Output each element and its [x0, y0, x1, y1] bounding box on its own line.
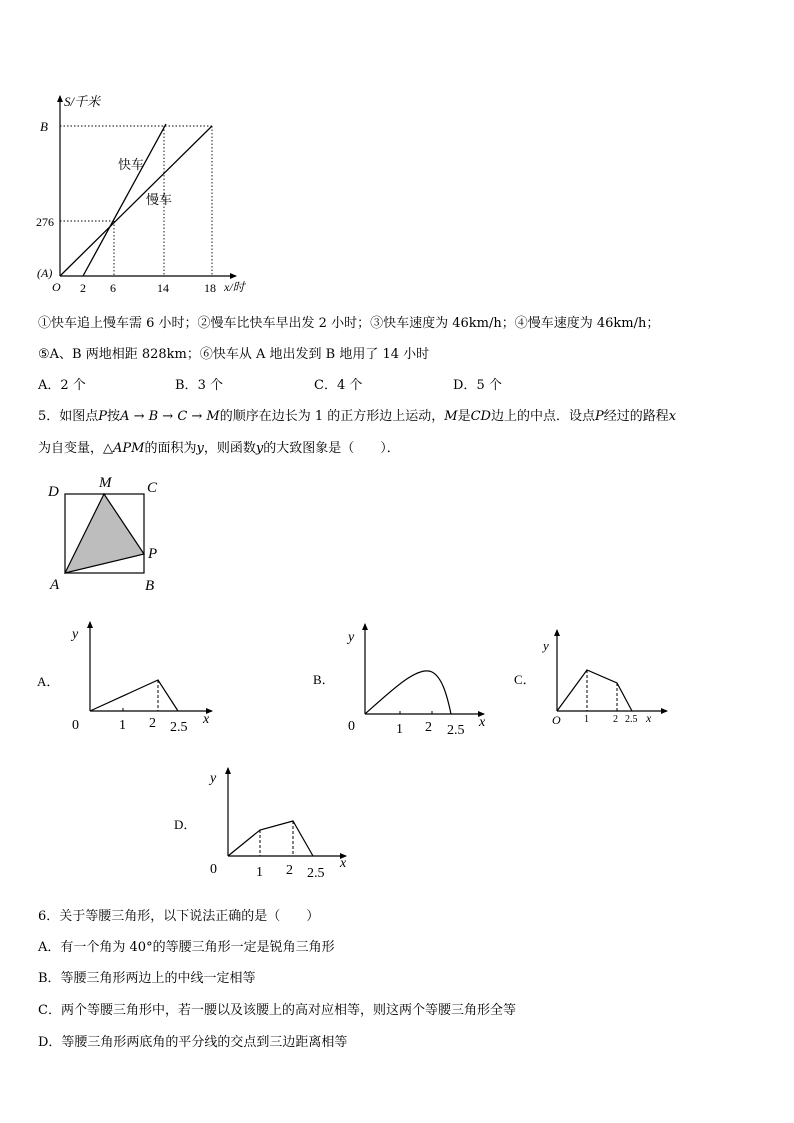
q4-option-d[interactable]: D．5 个 — [453, 378, 502, 393]
q5-question-line-2: 为自变量，△APM的面积为y，则函数y的大致图象是（ ）． — [38, 441, 400, 456]
q5-question-line-1: 5．如图点P按A → B → C → M的顺序在边长为 1 的正方形边上运动，M是CD边上的中点．设点P经过的路程x — [38, 409, 677, 424]
svg-text:M: M — [99, 475, 112, 491]
svg-text:2: 2 — [425, 720, 432, 735]
q5-option-b[interactable] — [310, 620, 495, 738]
q4-b-label: B — [40, 119, 48, 134]
svg-text:y: y — [72, 627, 79, 642]
svg-text:0: 0 — [348, 719, 355, 734]
q4-statement-line-2: ⑤A、B 两地相距 828km；⑥快车从 A 地出发到 B 地用了 14 小时 — [38, 347, 430, 362]
q4-y-axis-label: S/千米 — [64, 94, 101, 109]
q4-fast-car-label: 快车 — [118, 157, 145, 172]
svg-text:D．: D． — [174, 817, 197, 832]
q4-x-tick: 18 — [204, 281, 216, 295]
svg-text:x: x — [646, 711, 652, 725]
q4-statement-line-1: ①快车追上慢车需 6 小时；②慢车比快车早出发 2 小时；③快车速度为 46km/h；④慢车速度为 46km/h； — [38, 316, 660, 331]
svg-text:2.5: 2.5 — [307, 866, 325, 881]
svg-text:x: x — [340, 856, 347, 871]
svg-text:B．: B． — [313, 672, 335, 687]
q5-shaded-triangle-apm — [65, 494, 144, 573]
svg-text:D: D — [48, 484, 59, 500]
q4-slow-car-label: 慢车 — [146, 192, 173, 207]
q6-option-c[interactable]: C．两个等腰三角形中，若一腰以及该腰上的高对应相等，则这两个等腰三角形全等 — [38, 1003, 516, 1018]
svg-text:y: y — [348, 630, 355, 645]
q4-origin-label: O — [52, 280, 61, 294]
svg-text:1: 1 — [584, 714, 589, 725]
q6-option-a[interactable]: A．有一个角为 40°的等腰三角形一定是锐角三角形 — [38, 940, 335, 955]
svg-text:0: 0 — [72, 718, 79, 733]
q5-option-c[interactable] — [510, 620, 675, 738]
q4-x-tick: 6 — [110, 281, 116, 295]
q6-question: 6．关于等腰三角形，以下说法正确的是（ ） — [38, 909, 320, 924]
q6-option-d[interactable]: D．等腰三角形两底角的平分线的交点到三边距离相等 — [38, 1035, 348, 1050]
svg-text:2.5: 2.5 — [170, 720, 188, 735]
q4-x-tick: 2 — [80, 281, 86, 295]
svg-text:2: 2 — [286, 863, 293, 878]
svg-text:P: P — [148, 546, 158, 562]
svg-text:2: 2 — [613, 714, 618, 725]
q5-square-figure — [47, 475, 158, 594]
svg-text:B: B — [145, 578, 155, 594]
svg-text:A．: A． — [37, 674, 60, 689]
svg-text:A: A — [50, 577, 60, 593]
svg-text:y: y — [210, 771, 217, 786]
svg-text:2.5: 2.5 — [447, 723, 465, 738]
q5-option-a[interactable] — [34, 620, 219, 738]
svg-text:O: O — [552, 713, 561, 727]
svg-text:2: 2 — [149, 716, 156, 731]
svg-text:C．: C． — [514, 672, 536, 687]
svg-text:x: x — [479, 715, 486, 730]
svg-text:1: 1 — [256, 865, 263, 880]
q4-x-tick: 14 — [157, 281, 169, 295]
svg-text:0: 0 — [210, 862, 217, 877]
q4-option-c[interactable]: C．4 个 — [314, 378, 363, 393]
q6-option-b[interactable]: B．等腰三角形两边上的中线一定相等 — [38, 971, 256, 986]
svg-text:2.5: 2.5 — [625, 714, 638, 725]
svg-text:1: 1 — [396, 722, 403, 737]
svg-text:1: 1 — [119, 718, 126, 733]
q4-x-axis-label: x/时 — [224, 280, 245, 294]
svg-text:y: y — [543, 638, 549, 653]
q4-option-b[interactable]: B．3 个 — [175, 378, 223, 393]
q4-276-label: 276 — [36, 215, 54, 229]
svg-text:x: x — [203, 712, 210, 727]
q4-a-label: (A) — [37, 266, 53, 280]
q5-option-d[interactable] — [170, 762, 355, 880]
q4-option-a[interactable]: A．2 个 — [38, 378, 86, 393]
svg-text:C: C — [147, 480, 158, 496]
